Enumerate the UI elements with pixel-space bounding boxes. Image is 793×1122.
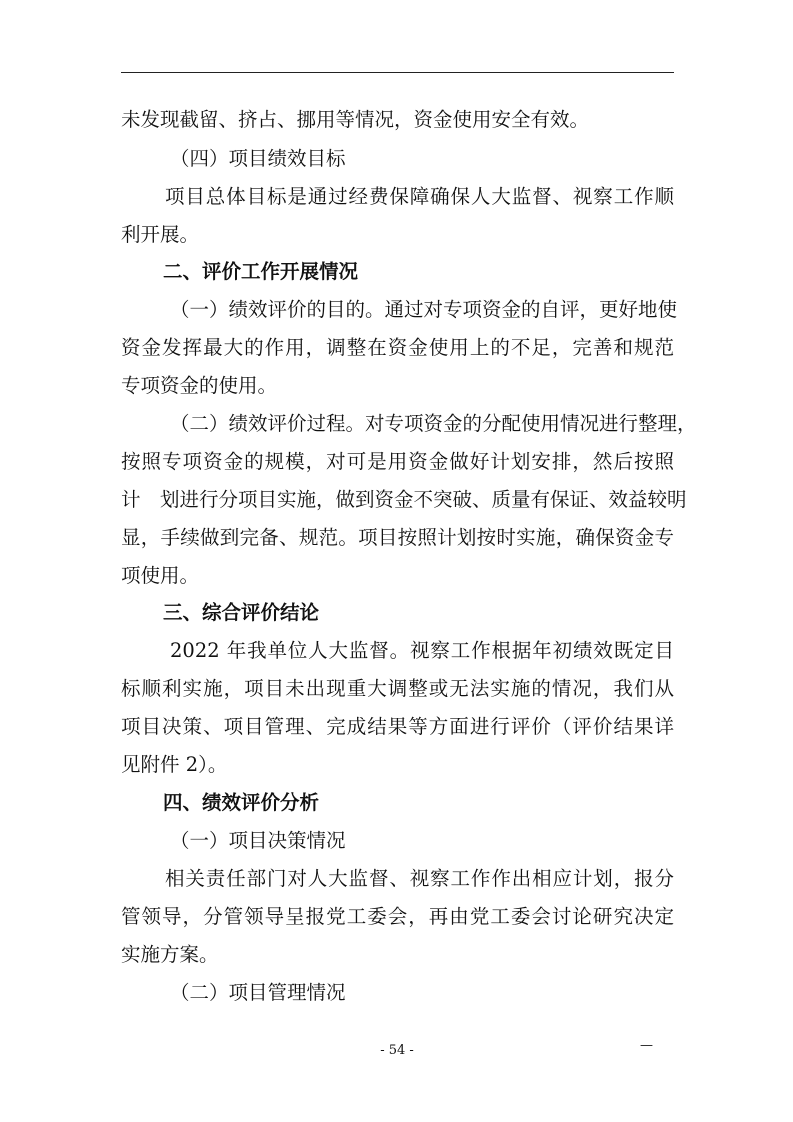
- text-line: 专项资金的使用。: [121, 374, 278, 397]
- text-line: 2022 年我单位人大监督。视察工作根据年初绩效既定目: [170, 639, 674, 662]
- text-line: 管领导，分管领导呈报党工委会，再由党工委会讨论研究决定: [121, 905, 674, 928]
- text-line: 资金发挥最大的作用，调整在资金使用上的不足，完善和规范: [121, 336, 674, 359]
- heading-2: 二、评价工作开展情况: [163, 260, 359, 283]
- text-line: 未发现截留、挤占、挪用等情况，资金使用安全有效。: [121, 108, 590, 131]
- text-line: 相关责任部门对人大监督、视察工作作出相应计划，报分: [165, 867, 674, 890]
- text-line: 显，手续做到完备、规范。项目按照计划按时实施，确保资金专: [121, 526, 674, 549]
- text-line: 项目决策、项目管理、完成结果等方面进行评价（评价结果详: [121, 715, 674, 738]
- text-line: 项目总体目标是通过经费保障确保人大监督、视察工作顺: [165, 185, 674, 208]
- text-line: 实施方案。: [121, 943, 219, 966]
- heading-4: 四、绩效评价分析: [163, 791, 320, 814]
- text-line: （二）绩效评价过程。对专项资金的分配使用情况进行整理，: [170, 412, 697, 435]
- text-line: 标顺利实施，项目未出现重大调整或无法实施的情况，我们从: [121, 677, 674, 700]
- subheading-decision: （一）项目决策情况: [170, 829, 346, 852]
- section-heading-4: （四）项目绩效目标: [170, 147, 346, 170]
- text-line: 按照专项资金的规模，对可是用资金做好计划安排，然后按照: [121, 450, 674, 473]
- text-line: 项使用。: [121, 564, 200, 587]
- subheading-management: （二）项目管理情况: [170, 981, 346, 1004]
- footer-mark: —: [640, 1038, 653, 1053]
- text-line: 利开展。: [121, 223, 200, 246]
- text-line: 见附件 2）。: [121, 753, 228, 776]
- header-rule: [121, 72, 674, 73]
- heading-3: 三、综合评价结论: [163, 601, 320, 624]
- text-line: 计 划进行分项目实施，做到资金不突破、质量有保证、效益较明: [121, 488, 687, 511]
- page-number: - 54 -: [380, 1043, 414, 1058]
- text-line: （一）绩效评价的目的。通过对专项资金的自评，更好地使: [170, 298, 678, 321]
